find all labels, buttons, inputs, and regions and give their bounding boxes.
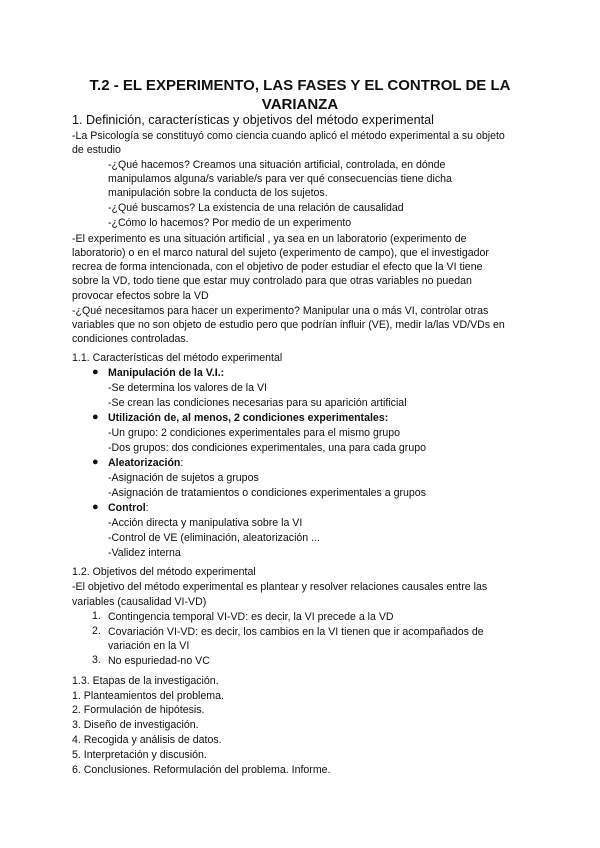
bullet-line: -Validez interna bbox=[108, 547, 181, 559]
paragraph-line: recrea de forma intencionada, con el objetivo de poder estudiar el efecto que la VI tiene bbox=[72, 261, 483, 273]
numbered-item-cont: variación en la VI bbox=[108, 640, 190, 652]
paragraph-line: -El experimento es una situación artificial , ya sea en un laboratorio (experimento de bbox=[72, 233, 467, 245]
bullet-line: -Acción directa y manipulativa sobre la VI bbox=[108, 517, 303, 529]
bullet-colon: : bbox=[145, 502, 149, 514]
section-1-1-heading: 1.1. Características del método experimental bbox=[72, 352, 283, 364]
stage-item: 6. Conclusiones. Reformulación del problema. Informe. bbox=[72, 764, 331, 776]
section-1-2-heading: 1.2. Objetivos del método experimental bbox=[72, 566, 256, 578]
bullet-title: Utilización de, al menos, 2 condiciones experimentales: bbox=[108, 412, 389, 424]
bullet-heading bbox=[108, 501, 149, 515]
bullet-line: -Dos grupos: dos condiciones experimentales, una para cada grupo bbox=[108, 442, 427, 454]
bullet-icon: ● bbox=[92, 501, 99, 513]
stage-item: 5. Interpretación y discusión. bbox=[72, 749, 207, 761]
bullet-colon: : bbox=[180, 457, 184, 469]
paragraph-line: provocar efectos sobre la VD bbox=[72, 290, 209, 302]
bullet-line: -Se crean las condiciones necesarias para su aparición artificial bbox=[108, 397, 407, 409]
paragraph-line: -El objetivo del método experimental es plantear y resolver relaciones causales entre las bbox=[72, 581, 488, 593]
bullet-title: Manipulación de la V.I.: bbox=[108, 367, 225, 379]
document-title bbox=[60, 76, 540, 114]
title-line-2: VARIANZA bbox=[261, 96, 339, 113]
list-number: 2. bbox=[92, 625, 101, 637]
stage-item: 4. Recogida y análisis de datos. bbox=[72, 734, 222, 746]
bullet-icon: ● bbox=[92, 456, 99, 468]
bullet-title: Aleatorización bbox=[108, 457, 181, 469]
question-line: manipulación sobre la conducta de los sujetos. bbox=[108, 187, 328, 199]
numbered-item: No espuriedad-no VC bbox=[108, 655, 210, 667]
paragraph-line: -¿Qué necesitamos para hacer un experimento? Manipular una o más VI, controlar otras bbox=[72, 305, 489, 317]
bullet-title: Control bbox=[108, 502, 146, 514]
paragraph-line: sobre la VD, todo tiene que estar muy controlado para que otras variables no puedan bbox=[72, 275, 472, 287]
paragraph-line: variables (causalidad VI-VD) bbox=[72, 596, 207, 608]
paragraph-line: condiciones controladas. bbox=[72, 333, 189, 345]
bullet-heading bbox=[108, 456, 183, 470]
paragraph-line: -La Psicología se constituyó como ciencia cuando aplicó el método experimental a su objeto bbox=[72, 130, 505, 142]
list-number: 3. bbox=[92, 654, 101, 666]
question-line: -¿Cómo lo hacemos? Por medio de un experimento bbox=[108, 217, 352, 229]
section-1-heading: 1. Definición, características y objetivos del método experimental bbox=[72, 113, 434, 127]
question-line: -¿Qué hacemos? Creamos una situación artificial, controlada, en dónde bbox=[108, 159, 446, 171]
question-line: -¿Qué buscamos? La existencia de una relación de causalidad bbox=[108, 202, 404, 214]
stage-item: 3. Diseño de investigación. bbox=[72, 719, 199, 731]
bullet-line: -Asignación de tratamientos o condiciones experimentales a grupos bbox=[108, 487, 426, 499]
paragraph-line: laboratorio) o en el marco natural del sujeto (experimento de campo), que el investigador bbox=[72, 247, 489, 259]
paragraph-line: de estudio bbox=[72, 144, 121, 156]
numbered-item: Covariación VI-VD: es decir, los cambios en la VI tienen que ir acompañados de bbox=[108, 626, 484, 638]
paragraph-line: variables que no son objeto de estudio pero que podrían influir (VE), medir la/las VD/VDs en bbox=[72, 319, 505, 331]
bullet-icon: ● bbox=[92, 366, 99, 378]
numbered-item: Contingencia temporal VI-VD: es decir, la VI precede a la VD bbox=[108, 611, 394, 623]
stage-item: 1. Planteamientos del problema. bbox=[72, 690, 224, 702]
bullet-icon: ● bbox=[92, 411, 99, 423]
bullet-line: -Asignación de sujetos a grupos bbox=[108, 472, 259, 484]
title-line-1: T.2 - EL EXPERIMENTO, LAS FASES Y EL CONTROL DE LA bbox=[89, 77, 511, 94]
bullet-line: -Se determina los valores de la VI bbox=[108, 382, 267, 394]
stage-item: 2. Formulación de hipótesis. bbox=[72, 704, 205, 716]
section-1-3-heading: 1.3. Etapas de la investigación. bbox=[72, 675, 219, 687]
question-line: manipulamos alguna/s variable/s para ver qué consecuencias tiene dicha bbox=[108, 173, 452, 185]
bullet-line: -Control de VE (eliminación, aleatorización ... bbox=[108, 532, 320, 544]
list-number: 1. bbox=[92, 610, 101, 622]
bullet-line: -Un grupo: 2 condiciones experimentales para el mismo grupo bbox=[108, 427, 401, 439]
